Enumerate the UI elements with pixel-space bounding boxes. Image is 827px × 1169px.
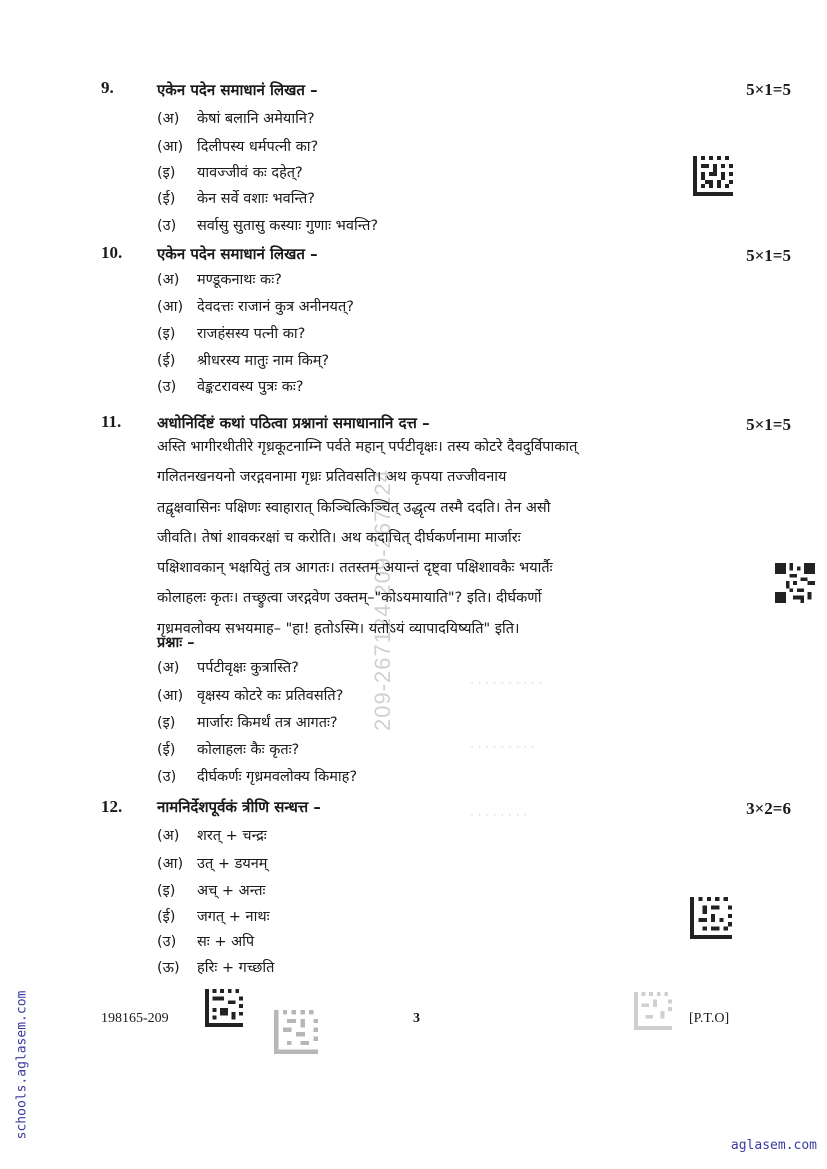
q12-option: (इ) अच् + अन्तः [157,883,266,899]
q10-option: (आ) देवदत्तः राजानं कुत्र अनीनयत्? [157,299,354,315]
q10-option: (उ) वेङ्कटरावस्य पुत्रः कः? [157,379,304,395]
q12-option: (उ) सः + अपि [157,934,255,950]
passage-line: गलितनखनयनो जरद्गवनामा गृध्रः प्रतिवसति। अथ कृपया तज्जीवनाय [157,469,507,486]
faded-datamatrix-code-icon [273,1010,319,1054]
passage-line: पक्षिशावकान् भक्षयितुं तत्र आगतः। ततस्तम् अयान्तं दृष्ट्वा पक्षिशावकैः भयार्तैः [157,560,553,577]
q11-option: (आ) वृक्षस्य कोटरे कः प्रतिवसति? [157,688,344,704]
q9-number: 9. [101,78,114,97]
q10-option: (इ) राजहंसस्य पत्नी का? [157,326,306,342]
bottom-site-url: aglasem.com [730,1138,817,1153]
q11-passage [157,432,717,644]
q11-marks: 5×1=5 [746,415,791,434]
q9-option: (इ) यावज्जीवं कः दहेत्? [157,165,303,181]
q12-option: (ऊ) हरिः + गच्छति [157,960,275,976]
q11-option: (ई) कोलाहलः कैः कृतः? [157,742,300,758]
q10-number: 10. [101,243,123,262]
q11-option: (अ) पर्पटीवृक्षः कुत्रास्ति? [157,660,299,676]
q10-heading: एकेन पदेन समाधानं लिखत – [157,245,318,263]
ghost-text: · · · · · · · · · [470,740,535,754]
q12-number: 12. [101,797,123,816]
datamatrix-code-icon [692,156,734,196]
q11-heading: अधोनिर्दिष्टं कथां पठित्वा प्रश्नानां समाधानानि दत्त – [157,414,430,432]
q10-option: (अ) मण्डूकनाथः कः? [157,272,282,288]
paper-code: 198165-209 [101,1011,169,1026]
q10-marks: 5×1=5 [746,246,791,265]
q12-option: (आ) उत् + डयनम् [157,856,268,872]
q12-option: (अ) शरत् + चन्द्रः [157,828,267,844]
side-site-url: schools.aglasem.com [14,990,30,1140]
q12-option: (ई) जगत् + नाथः [157,909,270,925]
qr-code-icon [775,563,815,603]
paper-watermark: 209-267124 209-267124 [370,468,395,732]
q9-option: (उ) सर्वासु सुतासु कस्याः गुणाः भवन्ति? [157,218,379,234]
datamatrix-code-icon [690,897,732,939]
q11-option: (उ) दीर्घकर्णः गृध्रमवलोक्य किमाह? [157,769,358,785]
passage-line: कोलाहलः कृतः। तच्छ्रुत्वा जरद्गवेण उक्तम्–"कोऽयमायाति"? इति। दीर्घकर्णो [157,590,542,607]
passage-line: अस्ति भागीरथीतीरे गृध्रकूटनाम्नि पर्वते महान् पर्पटीवृक्षः। तस्य कोटरे दैवदुर्विपाकात् [157,439,578,455]
ghost-text: · · · · · · · · [470,808,528,822]
q11-option: (इ) मार्जारः किमर्थं तत्र आगतः? [157,715,338,731]
passage-line: जीवति। तेषां शावकरक्षां च करोति। अथ कदाचित् दीर्घकर्णनामा मार्जारः [157,529,521,546]
datamatrix-code-icon [203,989,245,1027]
q9-heading: एकेन पदेन समाधानं लिखत – [157,81,318,99]
q11-number: 11. [101,412,122,431]
q12-marks: 3×2=6 [746,799,791,818]
q12-heading: नामनिर्देशपूर्वकं त्रीणि सन्धत्त – [157,798,321,816]
passage-line: तद्वृक्षवासिनः पक्षिणः स्वाहारात् किञ्चित्किञ्चित् उद्धृत्य तस्मै ददति। तेन असौ [157,499,551,516]
page-number: 3 [413,1011,420,1026]
q9-option: (अ) केषां बलानि अमेयानि? [157,111,315,127]
q9-option: (आ) दिलीपस्य धर्मपत्नी का? [157,139,319,155]
faded-datamatrix-code-icon [633,992,673,1030]
q9-option: (ई) केन सर्वे वशाः भवन्ति? [157,191,315,207]
q9-marks: 5×1=5 [746,80,791,99]
pto-label: [P.T.O] [689,1011,730,1026]
q11-questions-label: प्रश्नाः – [157,635,195,651]
passage-line: गृध्रमवलोक्य सभयमाह– "हा! हतोऽस्मि। यतोऽयं व्यापादयिष्यति" इति। [157,620,520,637]
ghost-text: · · · · · · · · · · [470,676,543,690]
q10-option: (ई) श्रीधरस्य मातुः नाम किम्? [157,353,330,369]
